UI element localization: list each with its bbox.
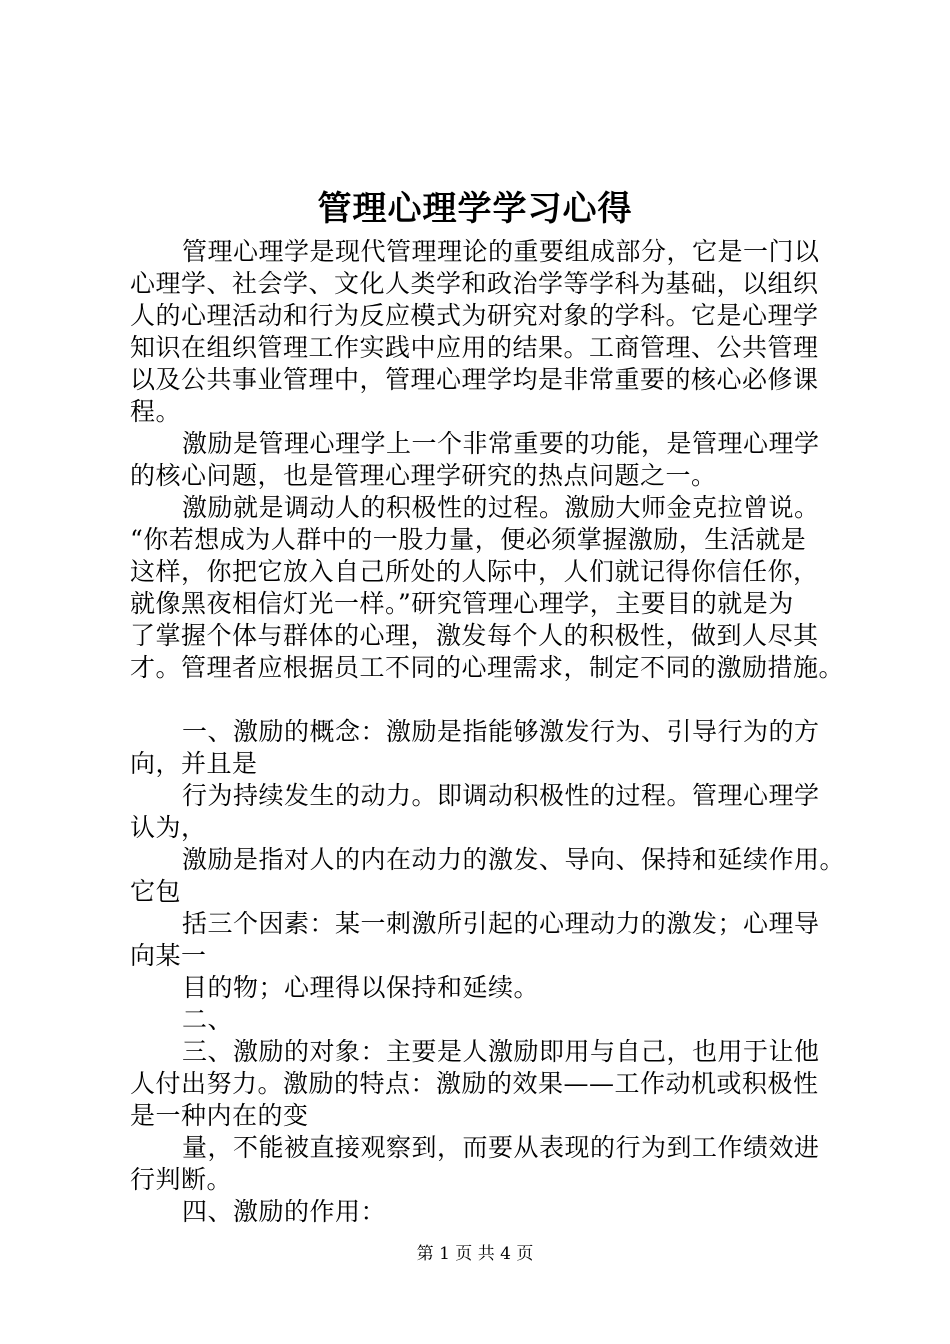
body-line: 它包 (130, 877, 182, 906)
body-line: 以及公共事业管理中，管理心理学均是非常重要的核心必修课 (130, 365, 819, 394)
body-line: 括三个因素：某一刺激所引起的心理动力的激发；心理导 (182, 909, 820, 938)
body-line: 激励是管理心理学上一个非常重要的功能，是管理心理学 (182, 429, 820, 458)
body-line: 才。管理者应根据员工不同的心理需求，制定不同的激励措施。 (130, 653, 845, 682)
page-footer: 第 1 页 共 4 页 (416, 1244, 534, 1264)
body-line: 向，并且是 (130, 749, 258, 778)
body-line: 管理心理学是现代管理理论的重要组成部分，它是一门以 (182, 237, 820, 266)
body-line: 知识在组织管理工作实践中应用的结果。工商管理、公共管理 (130, 333, 819, 362)
body-line: 向某一 (130, 941, 207, 970)
body-line: 行为持续发生的动力。即调动积极性的过程。管理心理学 (182, 781, 820, 810)
body-line: “你若想成为人群中的一股力量，便必须掌握激励，生活就是 (130, 525, 807, 554)
body-line: 二、 (182, 1005, 234, 1034)
body-line: 认为， (130, 813, 207, 842)
body-line: 人的心理活动和行为反应模式为研究对象的学科。它是心理学 (130, 301, 819, 330)
body-line: 行判断。 (130, 1165, 233, 1194)
body-line: 程。 (130, 397, 182, 426)
document-title: 管理心理学学习心得 (317, 189, 633, 229)
document-body (130, 236, 846, 1228)
body-line: 激励就是调动人的积极性的过程。激励大师金克拉曾说。 (182, 493, 820, 522)
body-line: 三、激励的对象：主要是人激励即用与自己，也用于让他 (182, 1037, 820, 1066)
body-line: 一、激励的概念：激励是指能够激发行为、引导行为的方 (182, 717, 820, 746)
body-line: 就像黑夜相信灯光一样。”研究管理心理学，主要目的就是为 (130, 589, 794, 618)
body-line (130, 684, 830, 716)
body-line: 这样，你把它放入自己所处的人际中，人们就记得你信任你， (130, 557, 819, 586)
body-line: 了掌握个体与群体的心理，激发每个人的积极性，做到人尽其 (130, 621, 819, 650)
body-line: 目的物；心理得以保持和延续。 (182, 973, 540, 1002)
body-line: 人付出努力。激励的特点：激励的效果——工作动机或积极性 (130, 1069, 819, 1098)
body-line: 心理学、社会学、文化人类学和政治学等学科为基础，以组织 (130, 269, 819, 298)
body-line: 量，不能被直接观察到，而要从表现的行为到工作绩效进 (182, 1133, 820, 1162)
body-line: 是一种内在的变 (130, 1101, 309, 1130)
body-line: 四、激励的作用： (182, 1197, 387, 1226)
body-line: 激励是指对人的内在动力的激发、导向、保持和延续作用。 (182, 845, 846, 874)
body-line: 的核心问题，也是管理心理学研究的热点问题之一。 (130, 461, 717, 490)
